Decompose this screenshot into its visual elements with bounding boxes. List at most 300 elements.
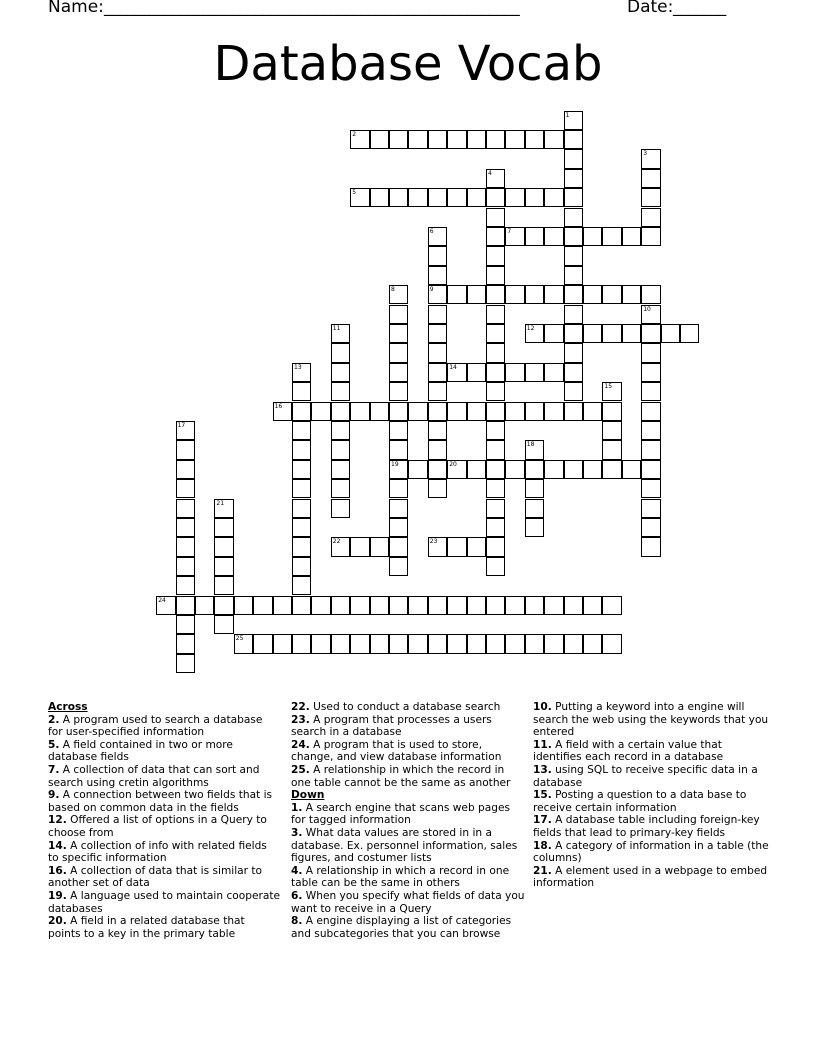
grid-cell[interactable]	[447, 460, 466, 479]
down-heading: Down	[291, 789, 325, 802]
grid-cell[interactable]	[389, 382, 408, 401]
grid-cell[interactable]	[389, 537, 408, 556]
grid-cell[interactable]	[641, 363, 660, 382]
clue-item-text: A collection of info with related fields to specific information	[48, 839, 267, 865]
grid-cell[interactable]	[408, 130, 427, 149]
grid-cell[interactable]	[428, 440, 447, 459]
grid-cell[interactable]	[486, 557, 505, 576]
grid-cell[interactable]	[273, 596, 292, 615]
clue-number: 7	[507, 227, 512, 235]
clue-number: 1	[565, 111, 570, 119]
grid-cell[interactable]	[641, 149, 660, 168]
grid-cell[interactable]	[641, 227, 660, 246]
grid-cell[interactable]	[292, 557, 311, 576]
grid-cell[interactable]	[370, 537, 389, 556]
grid-cell[interactable]	[525, 188, 544, 207]
clue-item-text: A connection between two fields that is based on common data in the fields	[48, 789, 273, 814]
grid-cell[interactable]	[467, 402, 486, 421]
grid-cell[interactable]	[564, 149, 583, 168]
grid-cell[interactable]	[467, 130, 486, 149]
grid-cell[interactable]	[622, 324, 641, 343]
grid-cell[interactable]	[525, 130, 544, 149]
grid-cell[interactable]	[564, 169, 583, 188]
grid-cell[interactable]	[544, 402, 563, 421]
grid-cell[interactable]	[428, 596, 447, 615]
grid-cell[interactable]	[428, 130, 447, 149]
grid-cell[interactable]	[602, 324, 621, 343]
clue-item-number: 8.	[291, 915, 303, 928]
grid-cell[interactable]	[389, 343, 408, 362]
grid-cell[interactable]	[525, 440, 544, 459]
clue-item	[48, 764, 280, 789]
grid-cell[interactable]	[564, 634, 583, 653]
clue-column-2	[291, 701, 527, 940]
grid-cell[interactable]	[331, 343, 350, 362]
grid-cell[interactable]	[292, 421, 311, 440]
grid-cell[interactable]	[544, 130, 563, 149]
grid-cell[interactable]	[331, 596, 350, 615]
grid-cell[interactable]	[602, 460, 621, 479]
grid-cell[interactable]	[428, 343, 447, 362]
grid-cell[interactable]	[428, 246, 447, 265]
grid-cell[interactable]	[641, 518, 660, 537]
grid-cell[interactable]	[486, 188, 505, 207]
grid-cell[interactable]	[408, 188, 427, 207]
grid-cell[interactable]	[486, 324, 505, 343]
grid-cell[interactable]	[350, 402, 369, 421]
grid-cell[interactable]	[292, 402, 311, 421]
clue-item	[48, 890, 280, 915]
grid-cell[interactable]	[486, 227, 505, 246]
clue-item	[533, 789, 771, 814]
grid-cell[interactable]	[602, 285, 621, 304]
grid-cell[interactable]	[486, 266, 505, 285]
grid-cell[interactable]	[292, 596, 311, 615]
grid-cell[interactable]	[234, 634, 253, 653]
grid-cell[interactable]	[176, 479, 195, 498]
page-title: Database Vocab	[213, 36, 603, 92]
grid-cell[interactable]	[525, 402, 544, 421]
grid-cell[interactable]	[486, 285, 505, 304]
grid-cell[interactable]	[467, 363, 486, 382]
grid-cell[interactable]	[583, 402, 602, 421]
clue-item-text: A program used to search a database for user-specified information	[48, 713, 263, 739]
grid-cell[interactable]	[389, 402, 408, 421]
grid-cell[interactable]	[389, 421, 408, 440]
grid-cell[interactable]	[564, 130, 583, 149]
grid-cell[interactable]	[370, 402, 389, 421]
grid-cell[interactable]	[428, 537, 447, 556]
clue-item-text: What data values are stored in in a database. Ex. personnel information, sales figures, and costumer lists	[291, 826, 518, 865]
grid-cell[interactable]	[602, 382, 621, 401]
grid-cell[interactable]	[486, 305, 505, 324]
grid-cell[interactable]	[176, 557, 195, 576]
grid-cell[interactable]	[389, 557, 408, 576]
grid-cell[interactable]	[428, 266, 447, 285]
clue-item-number: 3.	[291, 826, 303, 839]
grid-cell[interactable]	[428, 305, 447, 324]
clue-item-number: 11.	[533, 738, 552, 751]
grid-cell[interactable]	[292, 382, 311, 401]
grid-cell[interactable]	[331, 479, 350, 498]
grid-cell[interactable]	[564, 596, 583, 615]
grid-cell[interactable]	[622, 285, 641, 304]
grid-cell[interactable]	[505, 363, 524, 382]
grid-cell[interactable]	[641, 188, 660, 207]
grid-cell[interactable]	[641, 460, 660, 479]
grid-cell[interactable]	[486, 440, 505, 459]
grid-cell[interactable]	[214, 576, 233, 595]
grid-cell[interactable]	[292, 440, 311, 459]
grid-cell[interactable]	[505, 596, 524, 615]
clue-item-text: A field contained in two or more database fields	[48, 738, 233, 764]
grid-cell[interactable]	[176, 576, 195, 595]
grid-cell[interactable]	[564, 460, 583, 479]
grid-cell[interactable]	[486, 363, 505, 382]
grid-cell[interactable]	[292, 460, 311, 479]
grid-cell[interactable]	[389, 130, 408, 149]
grid-cell[interactable]	[447, 130, 466, 149]
grid-cell[interactable]	[525, 479, 544, 498]
grid-cell[interactable]	[273, 634, 292, 653]
grid-cell[interactable]	[564, 227, 583, 246]
grid-cell[interactable]	[564, 402, 583, 421]
grid-cell[interactable]	[234, 596, 253, 615]
grid-cell[interactable]	[292, 537, 311, 556]
grid-cell[interactable]	[389, 634, 408, 653]
grid-cell[interactable]	[564, 305, 583, 324]
grid-cell[interactable]	[428, 188, 447, 207]
grid-cell[interactable]	[370, 634, 389, 653]
clue-item-number: 23.	[291, 713, 310, 726]
grid-cell[interactable]	[331, 382, 350, 401]
grid-cell[interactable]	[214, 537, 233, 556]
grid-cell[interactable]	[486, 208, 505, 227]
grid-cell[interactable]	[641, 479, 660, 498]
grid-cell[interactable]	[176, 440, 195, 459]
grid-cell[interactable]	[428, 285, 447, 304]
grid-cell[interactable]	[602, 596, 621, 615]
grid-cell[interactable]	[641, 208, 660, 227]
grid-cell[interactable]	[622, 227, 641, 246]
grid-cell[interactable]	[505, 402, 524, 421]
grid-cell[interactable]	[486, 479, 505, 498]
grid-cell[interactable]	[505, 285, 524, 304]
grid-cell[interactable]	[214, 557, 233, 576]
grid-cell[interactable]	[486, 421, 505, 440]
grid-cell[interactable]	[214, 499, 233, 518]
grid-cell[interactable]	[486, 130, 505, 149]
grid-cell[interactable]	[641, 324, 660, 343]
grid-cell[interactable]	[408, 402, 427, 421]
grid-cell[interactable]	[292, 363, 311, 382]
grid-cell[interactable]	[544, 363, 563, 382]
clue-item-number: 15.	[533, 789, 552, 802]
grid-cell[interactable]	[350, 537, 369, 556]
grid-cell[interactable]	[370, 130, 389, 149]
grid-cell[interactable]	[292, 634, 311, 653]
clue-number: 21	[216, 499, 225, 507]
grid-cell[interactable]	[622, 460, 641, 479]
grid-cell[interactable]	[389, 479, 408, 498]
clue-item-number: 10.	[533, 701, 552, 713]
clue-column-3	[533, 701, 771, 890]
grid-cell[interactable]	[428, 363, 447, 382]
grid-cell[interactable]	[331, 537, 350, 556]
grid-cell[interactable]	[311, 402, 330, 421]
clue-item-text: When you specify what fields of data you want to receive in a Query	[291, 889, 525, 915]
grid-cell[interactable]	[389, 499, 408, 518]
grid-cell[interactable]	[544, 324, 563, 343]
grid-cell[interactable]	[602, 227, 621, 246]
grid-cell[interactable]	[641, 421, 660, 440]
clue-number: 19	[391, 460, 399, 468]
grid-cell[interactable]	[583, 227, 602, 246]
clue-number: 10	[643, 305, 651, 313]
grid-cell[interactable]	[564, 324, 583, 343]
grid-cell[interactable]	[428, 460, 447, 479]
grid-cell[interactable]	[661, 324, 680, 343]
grid-cell[interactable]	[641, 343, 660, 362]
grid-cell[interactable]	[428, 227, 447, 246]
grid-cell[interactable]	[641, 305, 660, 324]
grid-cell[interactable]	[292, 499, 311, 518]
grid-cell[interactable]	[447, 188, 466, 207]
grid-cell[interactable]	[350, 634, 369, 653]
grid-cell[interactable]	[350, 596, 369, 615]
grid-cell[interactable]	[292, 518, 311, 537]
grid-cell[interactable]	[564, 246, 583, 265]
grid-cell[interactable]	[214, 518, 233, 537]
grid-cell[interactable]	[389, 305, 408, 324]
grid-cell[interactable]	[389, 363, 408, 382]
grid-cell[interactable]	[214, 615, 233, 634]
grid-cell[interactable]	[544, 227, 563, 246]
grid-cell[interactable]	[428, 421, 447, 440]
grid-cell[interactable]	[641, 402, 660, 421]
grid-cell[interactable]	[583, 596, 602, 615]
grid-cell[interactable]	[486, 499, 505, 518]
clue-number: 3	[643, 150, 648, 158]
grid-cell[interactable]	[564, 382, 583, 401]
grid-cell[interactable]	[564, 363, 583, 382]
grid-cell[interactable]	[331, 499, 350, 518]
grid-cell[interactable]	[176, 499, 195, 518]
grid-cell[interactable]	[564, 343, 583, 362]
grid-cell[interactable]	[486, 402, 505, 421]
grid-cell[interactable]	[389, 324, 408, 343]
grid-cell[interactable]	[176, 615, 195, 634]
grid-cell[interactable]	[176, 537, 195, 556]
grid-cell[interactable]	[486, 246, 505, 265]
grid-cell[interactable]	[564, 266, 583, 285]
grid-cell[interactable]	[253, 596, 272, 615]
grid-cell[interactable]	[428, 382, 447, 401]
clue-number: 15	[604, 383, 613, 391]
grid-cell[interactable]	[214, 596, 233, 615]
grid-cell[interactable]	[408, 460, 427, 479]
grid-cell[interactable]	[389, 518, 408, 537]
grid-cell[interactable]	[156, 596, 175, 615]
grid-cell[interactable]	[525, 460, 544, 479]
clue-item	[291, 890, 527, 915]
grid-cell[interactable]	[176, 654, 195, 673]
grid-cell[interactable]	[641, 285, 660, 304]
grid-cell[interactable]	[505, 227, 524, 246]
grid-cell[interactable]	[311, 634, 330, 653]
clue-item	[291, 802, 527, 827]
grid-cell[interactable]	[467, 537, 486, 556]
grid-cell[interactable]	[176, 634, 195, 653]
grid-cell[interactable]	[525, 227, 544, 246]
grid-cell[interactable]	[505, 188, 524, 207]
grid-cell[interactable]	[447, 285, 466, 304]
clue-item-text: A relationship in which a record in one table can be the same in others	[291, 864, 510, 890]
grid-cell[interactable]	[525, 324, 544, 343]
grid-cell[interactable]	[176, 596, 195, 615]
clue-number: 25	[235, 635, 244, 643]
grid-cell[interactable]	[467, 634, 486, 653]
grid-cell[interactable]	[176, 421, 195, 440]
grid-cell[interactable]	[331, 363, 350, 382]
clue-item-text: A collection of data that can sort and search using cretin algorithms	[48, 763, 260, 789]
grid-cell[interactable]	[389, 188, 408, 207]
grid-cell[interactable]	[428, 324, 447, 343]
clue-item-text: A relationship in which the record in one table cannot be the same as another	[291, 763, 511, 789]
grid-cell[interactable]	[680, 324, 699, 343]
grid-cell[interactable]	[583, 285, 602, 304]
grid-cell[interactable]	[564, 285, 583, 304]
grid-cell[interactable]	[525, 363, 544, 382]
clue-item-number: 22.	[291, 701, 310, 713]
grid-cell[interactable]	[641, 169, 660, 188]
grid-cell[interactable]	[564, 188, 583, 207]
clue-number: 23	[429, 538, 438, 546]
grid-cell[interactable]	[331, 440, 350, 459]
grid-cell[interactable]	[505, 130, 524, 149]
grid-cell[interactable]	[486, 596, 505, 615]
grid-cell[interactable]	[331, 324, 350, 343]
grid-cell[interactable]	[486, 169, 505, 188]
clue-item-number: 19.	[48, 889, 67, 902]
grid-cell[interactable]	[370, 596, 389, 615]
grid-cell[interactable]	[583, 634, 602, 653]
clue-item-text: A database table including foreign-key fields that lead to primary-key fields	[533, 814, 760, 839]
grid-cell[interactable]	[350, 188, 369, 207]
grid-cell[interactable]	[467, 285, 486, 304]
grid-cell[interactable]	[176, 518, 195, 537]
grid-cell[interactable]	[602, 421, 621, 440]
grid-cell[interactable]	[564, 208, 583, 227]
grid-cell[interactable]	[486, 382, 505, 401]
grid-cell[interactable]	[486, 518, 505, 537]
grid-cell[interactable]	[602, 634, 621, 653]
grid-cell[interactable]	[486, 537, 505, 556]
clue-number: 24	[158, 596, 166, 604]
grid-cell[interactable]	[544, 285, 563, 304]
grid-cell[interactable]	[311, 596, 330, 615]
grid-cell[interactable]	[486, 343, 505, 362]
clue-item	[48, 915, 280, 940]
grid-cell[interactable]	[641, 499, 660, 518]
grid-cell[interactable]	[389, 460, 408, 479]
grid-cell[interactable]	[273, 402, 292, 421]
clue-item-text: A field with a certain value that identifies each record in a database	[533, 738, 724, 764]
grid-cell[interactable]	[544, 188, 563, 207]
grid-cell[interactable]	[544, 596, 563, 615]
grid-cell[interactable]	[428, 479, 447, 498]
grid-cell[interactable]	[389, 596, 408, 615]
clue-item	[48, 714, 280, 739]
grid-cell[interactable]	[583, 460, 602, 479]
grid-cell[interactable]	[641, 537, 660, 556]
grid-cell[interactable]	[331, 421, 350, 440]
grid-cell[interactable]	[583, 324, 602, 343]
grid-cell[interactable]	[641, 440, 660, 459]
grid-cell[interactable]	[467, 596, 486, 615]
grid-cell[interactable]	[408, 596, 427, 615]
clue-item	[48, 789, 280, 814]
grid-cell[interactable]	[602, 402, 621, 421]
grid-cell[interactable]	[467, 188, 486, 207]
grid-cell[interactable]	[331, 402, 350, 421]
grid-cell[interactable]	[428, 634, 447, 653]
grid-cell[interactable]	[641, 382, 660, 401]
grid-cell[interactable]	[292, 479, 311, 498]
grid-cell[interactable]	[370, 188, 389, 207]
clue-item-text: Putting a keyword into a engine will search the web using the keywords that you entered	[533, 701, 769, 739]
grid-cell[interactable]	[525, 634, 544, 653]
grid-cell[interactable]	[447, 402, 466, 421]
grid-cell[interactable]	[467, 460, 486, 479]
grid-cell[interactable]	[331, 460, 350, 479]
grid-cell[interactable]	[564, 111, 583, 130]
grid-cell[interactable]	[505, 460, 524, 479]
grid-cell[interactable]	[389, 440, 408, 459]
clue-number: 2	[352, 130, 357, 138]
clue-item-number: 18.	[533, 839, 552, 852]
clue-item-number: 2.	[48, 713, 60, 726]
grid-cell[interactable]	[176, 460, 195, 479]
grid-cell[interactable]	[525, 596, 544, 615]
grid-cell[interactable]	[389, 285, 408, 304]
grid-cell[interactable]	[292, 576, 311, 595]
clue-item	[291, 764, 527, 789]
grid-cell[interactable]	[525, 285, 544, 304]
grid-cell[interactable]	[525, 499, 544, 518]
grid-cell[interactable]	[253, 634, 272, 653]
grid-cell[interactable]	[447, 596, 466, 615]
grid-cell[interactable]	[544, 634, 563, 653]
clue-item	[291, 865, 527, 890]
grid-cell[interactable]	[486, 460, 505, 479]
grid-cell[interactable]	[331, 634, 350, 653]
grid-cell[interactable]	[486, 634, 505, 653]
clue-number: 14	[449, 363, 457, 371]
grid-cell[interactable]	[428, 402, 447, 421]
grid-cell[interactable]	[447, 363, 466, 382]
date-label: Date:	[627, 0, 674, 17]
grid-cell[interactable]	[195, 596, 214, 615]
grid-cell[interactable]	[408, 634, 427, 653]
grid-cell[interactable]	[544, 460, 563, 479]
grid-cell[interactable]	[525, 518, 544, 537]
grid-cell[interactable]	[602, 440, 621, 459]
grid-cell[interactable]	[505, 634, 524, 653]
grid-cell[interactable]	[447, 537, 466, 556]
grid-cell[interactable]	[447, 634, 466, 653]
grid-cell[interactable]	[350, 130, 369, 149]
